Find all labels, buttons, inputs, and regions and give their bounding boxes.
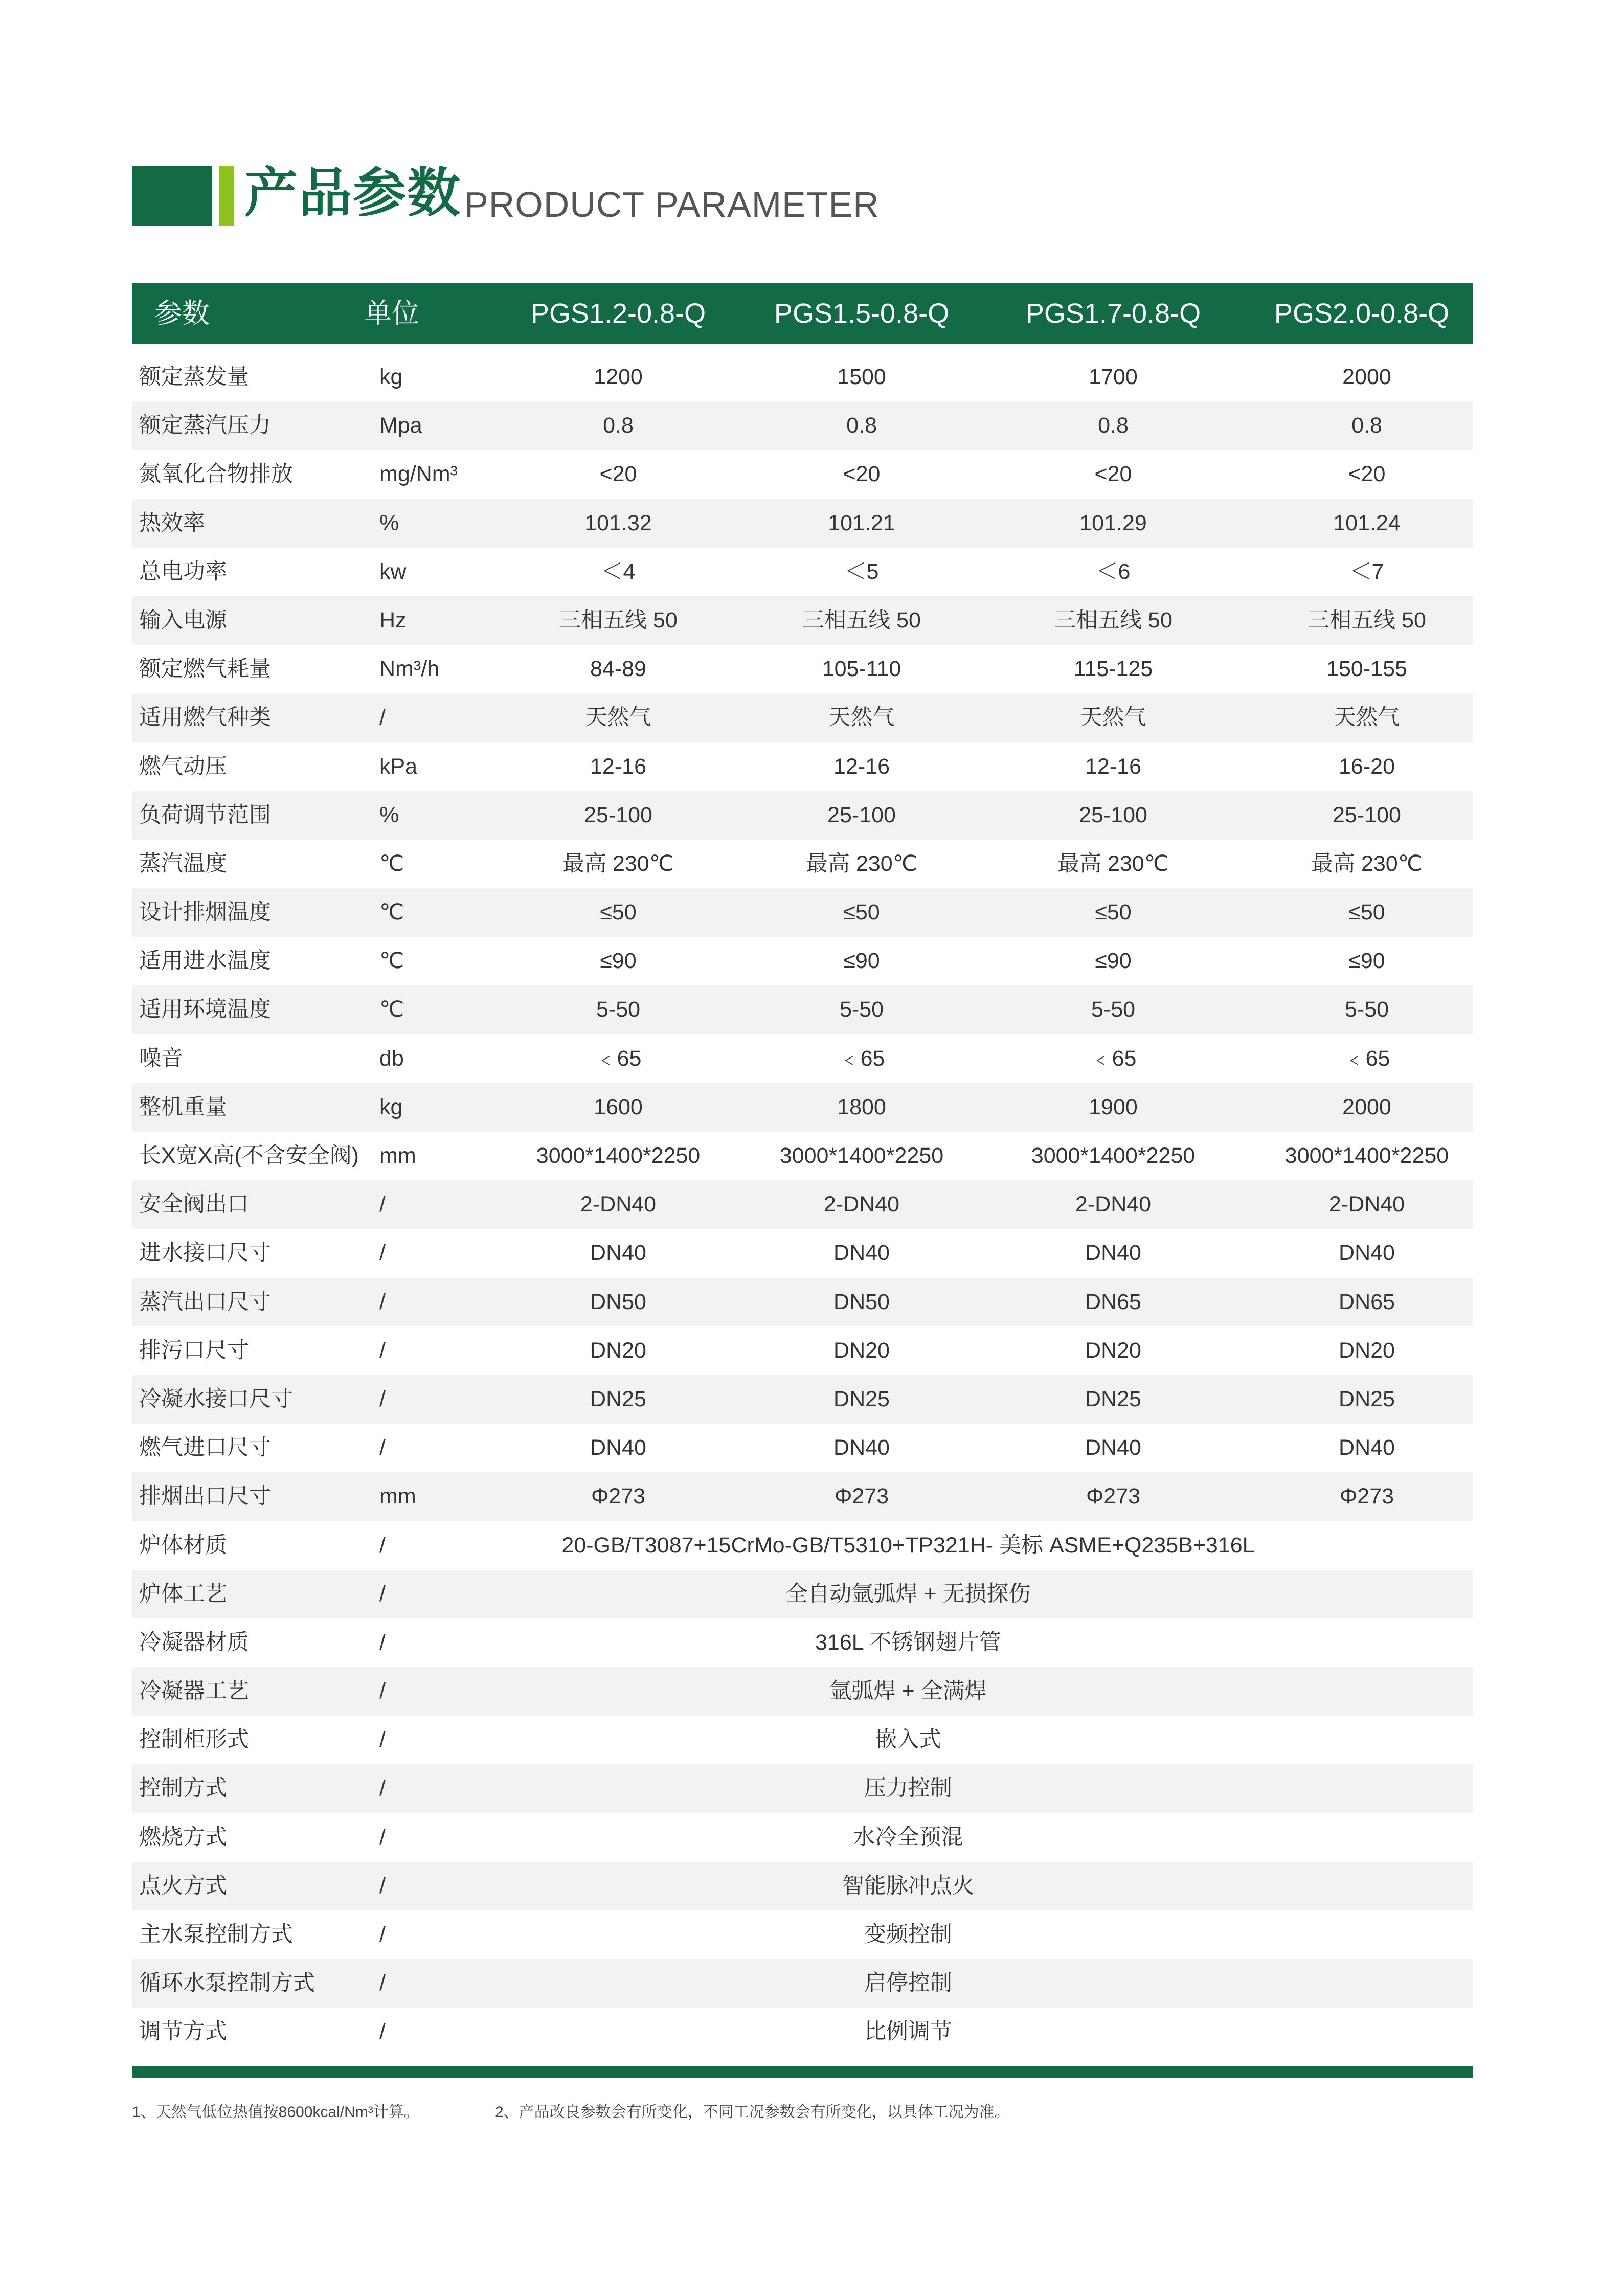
table-header [132, 283, 1473, 344]
param-name: 排烟出口尺寸 [139, 1484, 271, 1509]
param-value: 最高 230℃ [1311, 851, 1423, 876]
param-value: DN40 [833, 1435, 890, 1460]
param-name: 燃烧方式 [139, 1825, 227, 1850]
param-value: ＜4 [601, 559, 636, 584]
param-value: DN20 [1339, 1338, 1395, 1363]
table-row [132, 1910, 1473, 1959]
param-name: 控制柜形式 [139, 1727, 249, 1752]
param-value: 5-50 [839, 997, 884, 1022]
param-name: 调节方式 [139, 2019, 227, 2044]
param-name: 适用环境温度 [139, 997, 271, 1022]
param-unit: / [379, 1873, 386, 1898]
table-row [132, 401, 1473, 450]
param-value: 1800 [837, 1094, 886, 1119]
param-unit: / [379, 1533, 386, 1558]
param-value: DN25 [833, 1386, 890, 1411]
table-row [132, 645, 1473, 693]
param-unit: mm [379, 1484, 416, 1509]
table-row [132, 937, 1473, 985]
param-unit: kw [379, 559, 407, 584]
param-value: 2-DN40 [823, 1192, 900, 1217]
param-value: DN25 [1085, 1386, 1141, 1411]
page-subtitle: PRODUCT PARAMETER [464, 185, 880, 224]
table-row [132, 1034, 1473, 1083]
param-value: 0.8 [1351, 413, 1382, 438]
param-name: 适用进水温度 [139, 949, 271, 974]
table-row [132, 1862, 1473, 1910]
table-row [132, 742, 1473, 791]
param-value: 1200 [594, 365, 643, 389]
param-value-merged: 氩弧焊 + 全满焊 [829, 1679, 987, 1704]
param-unit: / [379, 2019, 386, 2044]
param-unit: / [379, 1825, 386, 1850]
param-value: 101.24 [1333, 510, 1401, 535]
table-row [132, 499, 1473, 548]
param-value: 3000*1400*2250 [1284, 1143, 1449, 1168]
table-row [132, 1521, 1473, 1570]
param-value: 2000 [1342, 1094, 1391, 1119]
param-value-merged: 水冷全预混 [853, 1825, 963, 1850]
param-value: Φ273 [1086, 1484, 1141, 1509]
param-unit: / [379, 705, 386, 730]
param-value: 12-16 [1085, 754, 1141, 779]
param-name: 噪音 [139, 1046, 183, 1071]
param-name: 整机重量 [139, 1094, 227, 1119]
param-value: 0.8 [603, 413, 634, 438]
table-row [132, 1716, 1473, 1764]
param-value: 3000*1400*2250 [779, 1143, 944, 1168]
page-title: 产品参数 [244, 164, 462, 223]
param-name: 蒸汽出口尺寸 [139, 1289, 271, 1314]
table-row [132, 548, 1473, 596]
param-name: 控制方式 [139, 1776, 227, 1801]
param-unit: ℃ [379, 997, 404, 1022]
param-name: 冷凝器材质 [139, 1630, 249, 1655]
param-unit: ℃ [379, 949, 404, 974]
param-value: DN65 [1085, 1289, 1141, 1314]
table-row [132, 1278, 1473, 1326]
param-value: ﹤65 [595, 1046, 642, 1071]
param-value-merged: 全自动氩弧焊 + 无损探伤 [785, 1581, 1031, 1606]
param-value: DN40 [1085, 1241, 1141, 1266]
param-value-merged: 比例调节 [864, 2019, 952, 2044]
table-row [132, 1132, 1473, 1180]
param-name: 冷凝器工艺 [139, 1679, 249, 1704]
table-row [132, 1424, 1473, 1472]
table-row [132, 2008, 1473, 2056]
footnote-2: 2、产品改良参数会有所变化，不同工况参数会有所变化，以具体工况为准。 [495, 2104, 1010, 2121]
param-name: 燃气动压 [139, 754, 227, 779]
table-row [132, 985, 1473, 1034]
param-value: ﹤65 [1090, 1046, 1137, 1071]
param-unit: / [379, 1435, 386, 1460]
table-row [132, 1667, 1473, 1716]
param-value: DN40 [1085, 1435, 1141, 1460]
param-value: ≤50 [600, 900, 637, 925]
param-value: ≤90 [843, 949, 880, 974]
param-value: 三相五线 50 [802, 607, 921, 633]
param-unit: % [379, 510, 399, 535]
param-name: 燃气进口尺寸 [139, 1435, 271, 1460]
param-value: <20 [599, 462, 637, 487]
param-unit: Nm³/h [379, 657, 440, 682]
table-row [132, 1570, 1473, 1618]
param-unit: / [379, 1241, 386, 1266]
param-value-merged: 智能脉冲点火 [842, 1873, 974, 1898]
param-unit: / [379, 1581, 386, 1606]
param-unit: / [379, 1338, 386, 1363]
param-value-merged: 20-GB/T3087+15CrMo-GB/T5310+TP321H- 美标 ASME+Q235B+316L [561, 1533, 1255, 1558]
param-name: 蒸汽温度 [139, 851, 227, 876]
table-row [132, 353, 1473, 401]
param-name: 长X宽X高(不含安全阀) [139, 1143, 359, 1168]
param-name: 总电功率 [139, 559, 227, 584]
param-value: ≤50 [843, 900, 880, 925]
param-unit: / [379, 1630, 386, 1655]
param-name: 安全阀出口 [139, 1192, 249, 1217]
param-value: <20 [843, 462, 881, 487]
param-unit: / [379, 1192, 386, 1217]
param-name: 额定燃气耗量 [139, 657, 271, 682]
param-value: Φ273 [834, 1484, 889, 1509]
param-value: 101.21 [828, 510, 895, 535]
param-name: 额定蒸发量 [139, 365, 249, 389]
param-name: 点火方式 [139, 1873, 227, 1898]
param-unit: kg [379, 365, 403, 389]
param-value: DN40 [590, 1435, 646, 1460]
param-name: 炉体工艺 [139, 1581, 227, 1606]
param-value: ≤90 [600, 949, 637, 974]
param-value: 天然气 [1080, 705, 1146, 730]
param-name: 热效率 [139, 510, 205, 535]
param-value: 5-50 [596, 997, 641, 1022]
param-value: 3000*1400*2250 [1031, 1143, 1196, 1168]
param-name: 适用燃气种类 [139, 705, 271, 730]
table-row [132, 888, 1473, 937]
param-value: DN50 [590, 1289, 646, 1314]
param-value: 天然气 [1334, 705, 1400, 730]
parameter-table-body [132, 353, 1473, 2057]
param-name: 额定蒸汽压力 [139, 413, 271, 438]
param-value: 三相五线 50 [559, 607, 678, 633]
header-param: 参数 [154, 298, 210, 329]
param-name: 氮氧化合物排放 [139, 462, 293, 487]
header-model-3: PGS1.7-0.8-Q [1025, 298, 1201, 329]
param-unit: / [379, 1922, 386, 1947]
param-value: DN65 [1339, 1289, 1395, 1314]
table-row [132, 693, 1473, 742]
param-value: 2-DN40 [580, 1192, 657, 1217]
table-row [132, 1083, 1473, 1132]
param-unit: / [379, 1971, 386, 1996]
param-name: 主水泵控制方式 [139, 1922, 293, 1947]
param-value: 0.8 [1098, 413, 1129, 438]
param-value: 25-100 [584, 802, 652, 827]
param-value: 三相五线 50 [1054, 607, 1173, 633]
table-row [132, 1229, 1473, 1277]
param-value: DN40 [590, 1241, 646, 1266]
param-unit: db [379, 1046, 404, 1071]
param-value: 101.32 [584, 510, 652, 535]
header-model-1: PGS1.2-0.8-Q [530, 298, 706, 329]
param-value: 25-100 [1079, 802, 1147, 827]
param-name: 炉体材质 [139, 1533, 227, 1558]
param-value: 25-100 [827, 802, 896, 827]
param-value: 最高 230℃ [806, 851, 917, 876]
table-row [132, 1813, 1473, 1862]
table-row [132, 450, 1473, 499]
param-value: 2-DN40 [1328, 1192, 1405, 1217]
param-value-merged: 316L 不锈钢翅片管 [815, 1630, 1002, 1655]
table-bottom-bar [132, 2066, 1473, 2078]
param-value-merged: 变频控制 [864, 1922, 952, 1947]
param-name: 进水接口尺寸 [139, 1241, 271, 1266]
param-value: 105-110 [822, 657, 901, 682]
param-value: ≤90 [1095, 949, 1132, 974]
param-unit: ℃ [379, 851, 404, 876]
param-value: DN50 [833, 1289, 890, 1314]
param-value: 5-50 [1091, 997, 1136, 1022]
param-unit: / [379, 1386, 386, 1411]
param-value: DN40 [1339, 1241, 1395, 1266]
param-value: 天然气 [585, 705, 651, 730]
param-value-merged: 启停控制 [864, 1971, 952, 1996]
param-value: 12-16 [833, 754, 890, 779]
table-row [132, 1326, 1473, 1375]
param-value: DN20 [1085, 1338, 1141, 1363]
param-unit: kg [379, 1094, 403, 1119]
param-value-merged: 压力控制 [864, 1776, 952, 1801]
param-name: 输入电源 [139, 607, 227, 633]
param-unit: mm [379, 1143, 416, 1168]
param-value: 16-20 [1339, 754, 1395, 779]
param-value: 2000 [1342, 365, 1391, 389]
param-unit: / [379, 1679, 386, 1704]
param-value: ﹤65 [1343, 1046, 1390, 1071]
table-row [132, 1959, 1473, 2008]
param-value: 12-16 [590, 754, 646, 779]
param-unit: Mpa [379, 413, 422, 438]
param-value: 5-50 [1344, 997, 1389, 1022]
table-row [132, 1180, 1473, 1229]
param-value: DN20 [590, 1338, 646, 1363]
header-model-4: PGS2.0-0.8-Q [1274, 298, 1450, 329]
param-value-merged: 嵌入式 [875, 1727, 941, 1752]
param-value: ≤90 [1348, 949, 1385, 974]
table-row [132, 791, 1473, 840]
param-value: ≤50 [1348, 900, 1385, 925]
table-row [132, 1764, 1473, 1813]
param-unit: Hz [379, 607, 407, 633]
title-green-block [132, 166, 212, 226]
param-unit: ℃ [379, 900, 404, 925]
param-name: 循环水泵控制方式 [139, 1971, 315, 1996]
param-name: 排污口尺寸 [139, 1338, 249, 1363]
param-value: 84-89 [590, 657, 646, 682]
param-unit: / [379, 1289, 386, 1314]
param-unit: / [379, 1727, 386, 1752]
footnote-1: 1、天然气低位热值按8600kcal/Nm³计算。 [132, 2104, 419, 2121]
param-value: ＜5 [844, 559, 879, 584]
param-value: 0.8 [846, 413, 877, 438]
param-value: 最高 230℃ [562, 851, 674, 876]
param-value: ＜6 [1096, 559, 1131, 584]
header-unit: 单位 [364, 298, 419, 329]
param-value: Φ273 [591, 1484, 646, 1509]
table-row [132, 1472, 1473, 1521]
param-value: 1600 [594, 1094, 643, 1119]
param-value: 115-125 [1073, 657, 1153, 682]
param-value: 三相五线 50 [1308, 607, 1426, 633]
param-value: 25-100 [1333, 802, 1401, 827]
param-value: 1500 [837, 365, 886, 389]
param-value: Φ273 [1339, 1484, 1394, 1509]
param-value: <20 [1094, 462, 1132, 487]
param-value: 101.29 [1079, 510, 1147, 535]
param-name: 冷凝水接口尺寸 [139, 1386, 293, 1411]
header-model-2: PGS1.5-0.8-Q [774, 298, 950, 329]
param-value: ≤50 [1095, 900, 1132, 925]
param-name: 设计排烟温度 [139, 900, 271, 925]
param-value: 1900 [1089, 1094, 1138, 1119]
table-row [132, 1618, 1473, 1667]
param-value: ﹤65 [838, 1046, 885, 1071]
param-value: DN25 [590, 1386, 646, 1411]
param-value: 2-DN40 [1075, 1192, 1152, 1217]
table-row [132, 840, 1473, 888]
param-value: DN40 [833, 1241, 890, 1266]
table-row [132, 1375, 1473, 1424]
param-value: DN20 [833, 1338, 890, 1363]
param-value: ＜7 [1349, 559, 1384, 584]
title-lime-bar [219, 166, 234, 226]
param-value: 最高 230℃ [1057, 851, 1169, 876]
param-name: 负荷调节范围 [139, 802, 271, 827]
param-unit: / [379, 1776, 386, 1801]
param-value: DN40 [1339, 1435, 1395, 1460]
param-unit: % [379, 802, 399, 827]
param-value: DN25 [1339, 1386, 1395, 1411]
param-value: 天然气 [828, 705, 895, 730]
param-value: <20 [1348, 462, 1386, 487]
table-row [132, 596, 1473, 645]
param-value: 150-155 [1326, 657, 1407, 682]
param-unit: mg/Nm³ [379, 462, 458, 487]
param-value: 3000*1400*2250 [536, 1143, 701, 1168]
param-value: 1700 [1089, 365, 1138, 389]
param-unit: kPa [379, 754, 418, 779]
